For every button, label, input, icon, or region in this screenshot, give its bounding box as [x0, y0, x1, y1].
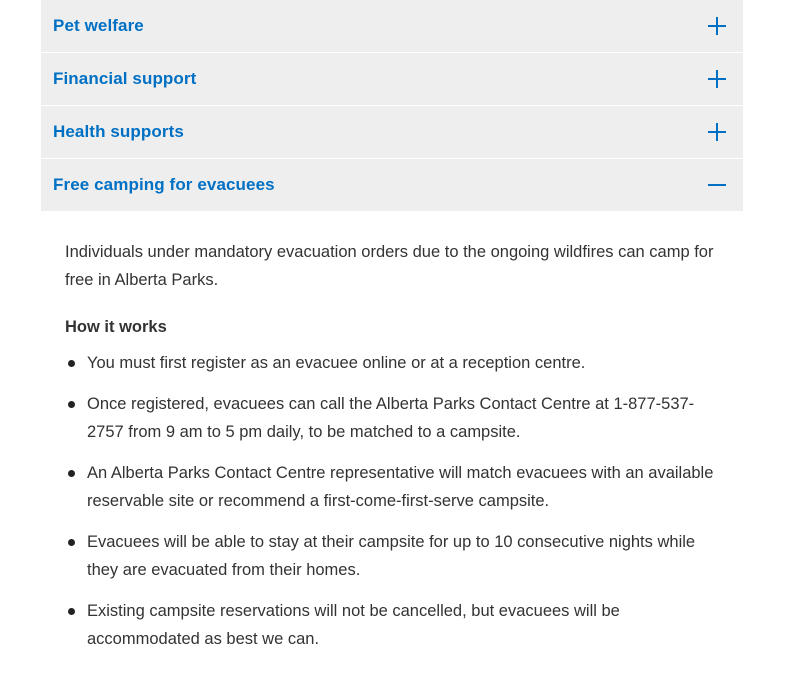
bullet-icon	[68, 401, 75, 408]
plus-icon[interactable]	[708, 70, 726, 88]
list-item-text: You must first register as an evacuee online or at a reception centre.	[87, 354, 586, 372]
list-item	[65, 528, 720, 584]
accordion-header-financial-support[interactable]	[41, 53, 743, 105]
accordion-header-pet-welfare[interactable]	[41, 0, 743, 52]
bullet-icon	[68, 608, 75, 615]
panel-subheading: How it works	[65, 318, 167, 336]
panel-intro: Individuals under mandatory evacuation orders due to the ongoing wildfires can camp for free in Alberta Parks.	[65, 243, 714, 289]
accordion-title: Free camping for evacuees	[53, 175, 275, 194]
bullet-icon	[68, 360, 75, 367]
list-item	[65, 459, 720, 515]
accordion-panel-free-camping	[41, 212, 743, 653]
accordion	[41, 0, 743, 666]
list-item-text: Once registered, evacuees can call the Alberta Parks Contact Centre at 1-877-537-2757 from 9 am to 5 pm daily, to be matched to a campsite.	[87, 395, 695, 441]
plus-icon[interactable]	[708, 17, 726, 35]
list-item-text: Evacuees will be able to stay at their campsite for up to 10 consecutive nights while they are evacuated from their homes.	[87, 533, 696, 579]
list-item-text: An Alberta Parks Contact Centre representative will match evacuees with an available reservable site or recommend a first-come-first-serve campsite.	[87, 464, 714, 510]
accordion-item-free-camping	[41, 159, 743, 212]
accordion-title: Pet welfare	[53, 16, 144, 35]
accordion-title: Financial support	[53, 69, 197, 88]
accordion-title: Health supports	[53, 122, 184, 141]
list-item	[65, 349, 720, 377]
minus-icon[interactable]	[708, 176, 726, 194]
list-item	[65, 390, 720, 446]
bullet-icon	[68, 470, 75, 477]
steps-list	[65, 349, 720, 653]
accordion-header-free-camping[interactable]	[41, 159, 743, 211]
accordion-header-health-supports[interactable]	[41, 106, 743, 158]
list-item-text: Existing campsite reservations will not be cancelled, but evacuees will be accommodated as best we can.	[87, 602, 620, 648]
accordion-item-health-supports	[41, 106, 743, 159]
accordion-item-pet-welfare	[41, 0, 743, 53]
plus-icon[interactable]	[708, 123, 726, 141]
list-item	[65, 597, 720, 653]
bullet-icon	[68, 539, 75, 546]
accordion-item-financial-support	[41, 53, 743, 106]
